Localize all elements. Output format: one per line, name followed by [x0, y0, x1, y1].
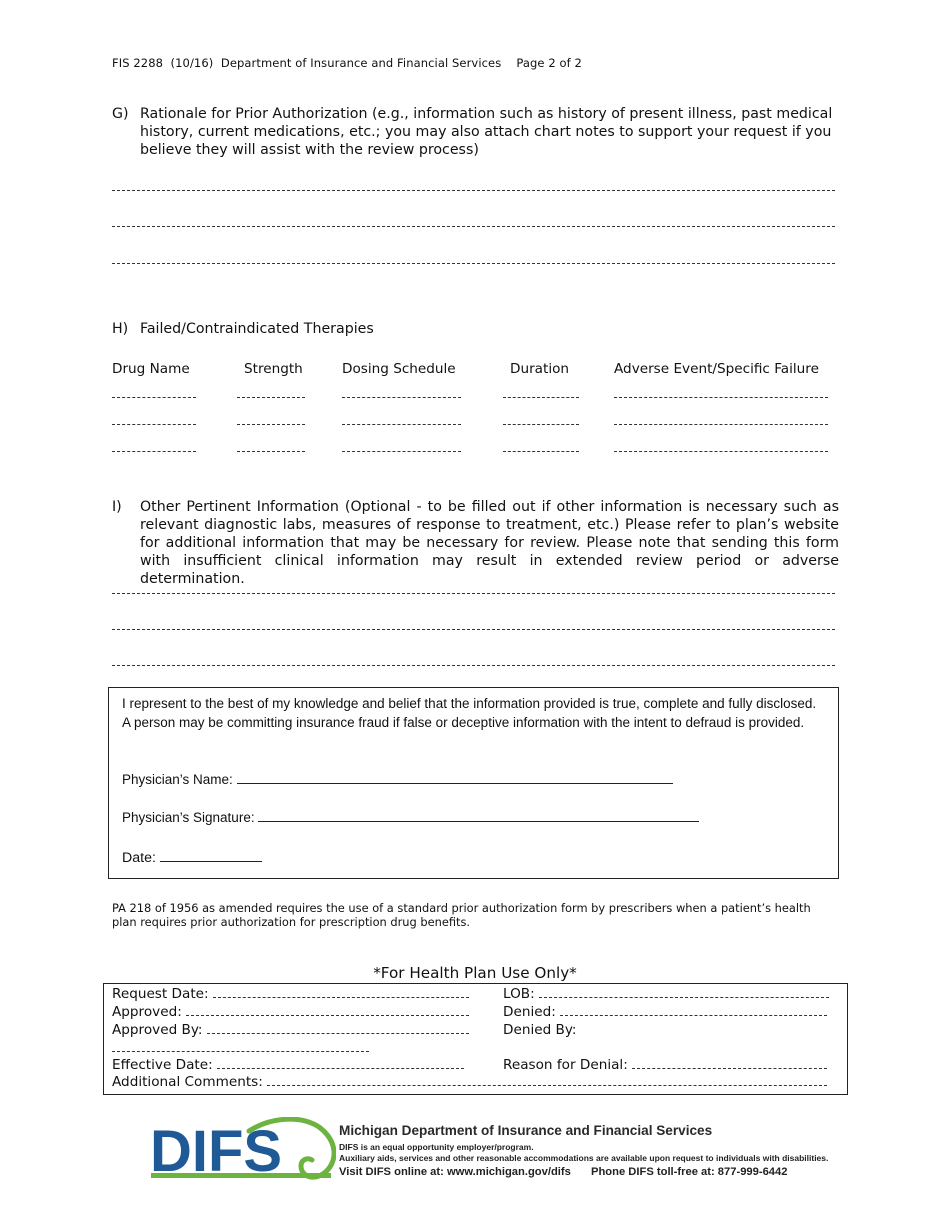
- physician-signature-label: Physician’s Signature:: [122, 810, 255, 825]
- section-h-label: H): [112, 321, 129, 337]
- dosing-schedule-field[interactable]: [342, 451, 461, 452]
- date-field[interactable]: [160, 849, 262, 862]
- col-adverse-event: Adverse Event/Specific Failure: [614, 361, 819, 377]
- approved-by-field-continued[interactable]: [112, 1040, 369, 1052]
- rationale-line-3[interactable]: [112, 263, 835, 264]
- health-plan-title: *For Health Plan Use Only*: [373, 964, 577, 982]
- difs-logo: [151, 1117, 336, 1181]
- effective-date-label: Effective Date:: [112, 1057, 213, 1073]
- physician-name-row: [122, 770, 673, 789]
- attestation-statement: I represent to the best of my knowledge and belief that the information provided is true, complete and fully disclosed. A person may be committing insurance fraud if false or deceptive information with the intent to defraud is provided.: [122, 696, 817, 730]
- section-i-label: I): [112, 499, 122, 515]
- denied-label: Denied:: [503, 1004, 556, 1020]
- org-name: Michigan Department of Insurance and Financial Services: [339, 1123, 713, 1138]
- reason-for-denial-label: Reason for Denial:: [503, 1057, 628, 1073]
- approved-label: Approved:: [112, 1004, 182, 1020]
- physician-signature-row: [122, 808, 699, 827]
- lob-field[interactable]: [539, 986, 829, 998]
- section-g-label: G): [112, 106, 129, 122]
- footer-phone[interactable]: Phone DIFS toll-free at: 877-999-6442: [591, 1166, 788, 1178]
- col-strength: Strength: [244, 361, 303, 377]
- drug-name-field[interactable]: [112, 424, 196, 425]
- approved-row: [112, 1004, 469, 1021]
- health-plan-box: [103, 983, 848, 1095]
- adverse-event-field[interactable]: [614, 424, 828, 425]
- physician-signature-field[interactable]: [258, 809, 699, 822]
- logo-text: DIFS: [151, 1119, 283, 1181]
- footer-accommodations: Auxiliary aids, services and other reasonable accommodations are available upon request to individuals with disabilities.: [339, 1153, 829, 1163]
- footer-eeo: DIFS is an equal opportunity employer/program.: [339, 1142, 534, 1152]
- approved-by-label: Approved By:: [112, 1022, 203, 1038]
- duration-field[interactable]: [503, 424, 579, 425]
- approved-by-row: [112, 1022, 469, 1039]
- section-i: [112, 498, 839, 587]
- section-h: [112, 320, 512, 340]
- form-header: FIS 2288 (10/16) Department of Insurance and Financial Services Page 2 of 2: [112, 56, 582, 70]
- date-row: [122, 849, 262, 868]
- date-label: Date:: [122, 850, 156, 866]
- additional-comments-label: Additional Comments:: [112, 1074, 263, 1090]
- adverse-event-field[interactable]: [614, 451, 828, 452]
- drug-name-field[interactable]: [112, 397, 196, 398]
- denied-field[interactable]: [560, 1004, 827, 1016]
- lob-label: LOB:: [503, 986, 535, 1002]
- col-dosing-schedule: Dosing Schedule: [342, 361, 456, 377]
- reason-for-denial-row: [503, 1057, 827, 1074]
- section-i-text: Other Pertinent Information (Optional - to be filled out if other information is necessary such as relevant diagnostic labs, measures of response to treatment, etc.) Please refer to plan’s website for additional information that may be necessary for review. Please note that sending this form with insufficient clinical information may result in extended review period or adverse determination.: [140, 499, 839, 587]
- request-date-row: [112, 986, 469, 1003]
- strength-field[interactable]: [237, 397, 305, 398]
- section-g-text-line1: Rationale for Prior Authorization (e.g., information such as history of present illness, past medical: [140, 106, 833, 122]
- other-info-line-1[interactable]: [112, 593, 835, 594]
- physician-name-label: Physician’s Name:: [122, 772, 233, 787]
- denied-by-row: [503, 1022, 577, 1039]
- dosing-schedule-field[interactable]: [342, 424, 461, 425]
- col-duration: Duration: [510, 361, 570, 377]
- approved-field[interactable]: [186, 1004, 469, 1016]
- effective-date-row: [112, 1057, 464, 1074]
- section-g: [112, 105, 842, 165]
- drug-name-field[interactable]: [112, 451, 196, 452]
- footer-website[interactable]: Visit DIFS online at: www.michigan.gov/difs: [339, 1166, 571, 1178]
- other-info-line-3[interactable]: [112, 665, 835, 666]
- approved-by-field[interactable]: [207, 1022, 469, 1034]
- other-info-line-2[interactable]: [112, 629, 835, 630]
- strength-field[interactable]: [237, 424, 305, 425]
- dosing-schedule-field[interactable]: [342, 397, 461, 398]
- reason-for-denial-field[interactable]: [632, 1057, 827, 1069]
- col-drug-name: Drug Name: [112, 361, 190, 377]
- request-date-field[interactable]: [213, 986, 469, 998]
- denied-by-label: Denied By:: [503, 1022, 577, 1038]
- effective-date-field[interactable]: [217, 1057, 464, 1069]
- statute-notice: PA 218 of 1956 as amended requires the use of a standard prior authorization form by prescribers when a patient’s health plan requires prior authorization for prescription drug benefits.: [112, 901, 811, 929]
- rationale-line-2[interactable]: [112, 226, 835, 227]
- request-date-label: Request Date:: [112, 986, 209, 1002]
- additional-comments-row: [112, 1074, 827, 1091]
- physician-name-field[interactable]: [237, 771, 673, 784]
- difs-logo-graphic: [151, 1117, 336, 1181]
- adverse-event-field[interactable]: [614, 397, 828, 398]
- strength-field[interactable]: [237, 451, 305, 452]
- additional-comments-field[interactable]: [267, 1074, 827, 1086]
- denied-row: [503, 1004, 827, 1021]
- attestation-box: [108, 687, 839, 879]
- section-g-text-line3: believe they will assist with the review process): [140, 142, 479, 158]
- lob-row: [503, 986, 829, 1003]
- rationale-line-1[interactable]: [112, 190, 835, 191]
- section-g-text-line2: history, current medications, etc.; you may also attach chart notes to support your request if you: [140, 124, 832, 140]
- duration-field[interactable]: [503, 397, 579, 398]
- denied-by-continuation: [112, 1040, 369, 1057]
- section-h-title: Failed/Contraindicated Therapies: [140, 321, 374, 337]
- duration-field[interactable]: [503, 451, 579, 452]
